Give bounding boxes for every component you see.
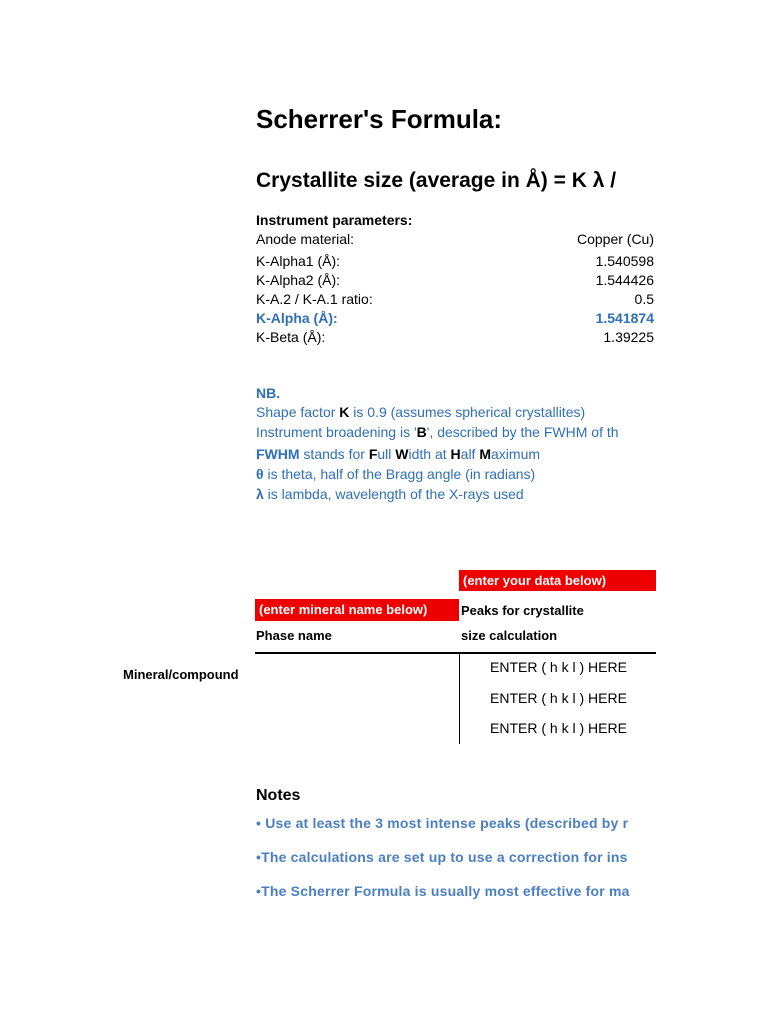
nb-text: ', described by the FWHM of th (426, 424, 619, 440)
nb-bold-h: H (450, 446, 461, 462)
nb-bold-fwhm: FWHM (256, 446, 300, 462)
nb-text: idth at (408, 446, 451, 462)
nb-instrument-broadening (256, 424, 619, 440)
nb-text: alf (460, 446, 480, 462)
nb-text: is theta, half of the Bragg angle (in radians) (263, 466, 536, 482)
nb-text: stands for (299, 446, 369, 462)
mineral-name-cell[interactable] (255, 654, 459, 744)
col-header-peaks-line2: size calculation (461, 628, 558, 643)
hkl-input-1[interactable]: ENTER ( h k l ) HERE (490, 659, 627, 675)
param-label-kalpha2: K-Alpha2 (Å): (256, 272, 341, 288)
nb-theta (256, 466, 535, 482)
nb-bold-m: M (479, 446, 492, 462)
theta-symbol: θ (256, 466, 264, 482)
param-value-anode[interactable]: Copper (Cu) (576, 231, 654, 247)
page-title: Scherrer's Formula: (256, 104, 503, 134)
row-label-mineral: Mineral/compound (123, 667, 239, 682)
col-header-peaks-line1: Peaks for crystallite (461, 603, 584, 618)
enter-mineral-banner: (enter mineral name below) (255, 599, 459, 621)
nb-bold-b: B (416, 424, 427, 440)
param-label-kalpha1: K-Alpha1 (Å): (256, 253, 341, 269)
nb-text: is 0.9 (assumes spherical crystallites) (349, 404, 586, 420)
nb-text: is lambda, wavelength of the X-rays used (263, 486, 524, 502)
param-label-anode: Anode material: (256, 231, 355, 247)
nb-text: ull (377, 446, 396, 462)
hkl-input-2[interactable]: ENTER ( h k l ) HERE (490, 690, 627, 706)
nb-heading: NB. (256, 385, 281, 401)
note-item: •The Scherrer Formula is usually most effective for ma (256, 883, 630, 899)
param-value-kalpha1[interactable]: 1.540598 (595, 253, 654, 269)
nb-text: Shape factor (256, 404, 340, 420)
nb-bold-f: F (368, 446, 378, 462)
param-value-kalpha: 1.541874 (595, 310, 654, 326)
instrument-heading: Instrument parameters: (256, 212, 413, 228)
nb-text: Instrument broadening is ' (256, 424, 417, 440)
enter-data-banner: (enter your data below) (459, 570, 656, 591)
param-value-kalpha2[interactable]: 1.544426 (595, 272, 654, 288)
formula-heading: Crystallite size (average in Å) = K λ / (256, 169, 617, 192)
nb-bold-w: W (395, 446, 409, 462)
param-value-kbeta[interactable]: 1.39225 (603, 329, 654, 345)
param-value-ratio[interactable]: 0.5 (634, 291, 654, 307)
notes-heading: Notes (256, 787, 301, 804)
note-item: • Use at least the 3 most intense peaks (described by r (256, 815, 629, 831)
nb-lambda (256, 486, 524, 502)
nb-fwhm (256, 446, 540, 462)
lambda-symbol: λ (256, 486, 264, 502)
param-label-ratio: K-A.2 / K-A.1 ratio: (256, 291, 373, 307)
param-label-kbeta: K-Beta (Å): (256, 329, 326, 345)
table-column-divider (459, 652, 460, 744)
hkl-input-3[interactable]: ENTER ( h k l ) HERE (490, 720, 627, 736)
param-label-kalpha: K-Alpha (Å): (256, 310, 338, 326)
col-header-phase-name: Phase name (256, 628, 332, 643)
nb-text: aximum (491, 446, 541, 462)
note-item: •The calculations are set up to use a correction for ins (256, 849, 628, 865)
nb-bold-k: K (339, 404, 350, 420)
nb-shape-factor (256, 404, 585, 420)
